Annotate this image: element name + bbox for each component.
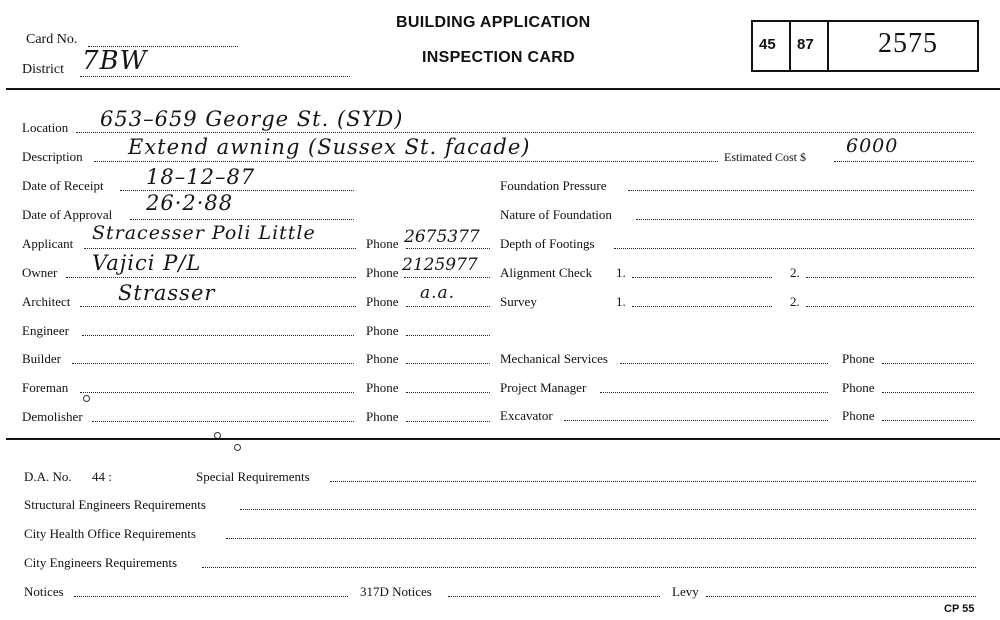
architect-phone-value: a.a. — [420, 283, 456, 303]
mech-services-line — [620, 363, 828, 364]
notices-317d-label: 317D Notices — [360, 584, 432, 599]
builder-phone-line — [406, 363, 490, 364]
applicant-value: Stracesser Poli Little — [92, 222, 316, 244]
excavator-phone-label: Phone — [842, 408, 875, 423]
mech-phone-line — [882, 363, 974, 364]
special-requirements-label: Special Requirements — [196, 469, 310, 484]
structural-requirements-line — [240, 509, 976, 510]
applicant-phone-line — [406, 248, 490, 249]
form-code: CP 55 — [944, 603, 975, 615]
description-value: Extend awning (Sussex St. facade) — [128, 135, 531, 159]
district-value: 7BW — [82, 46, 148, 76]
demolisher-phone-line — [406, 421, 490, 422]
engineer-label: Engineer — [22, 323, 69, 338]
card-no-label: Card No. — [26, 32, 78, 47]
date-approval-line — [130, 219, 354, 220]
notices-line — [74, 596, 348, 597]
description-label: Description — [22, 149, 83, 164]
pm-phone-line — [882, 392, 974, 393]
header-rule — [6, 88, 1000, 90]
pm-phone-label: Phone — [842, 380, 875, 395]
section-rule — [6, 438, 1000, 440]
engineer-phone-line — [406, 335, 490, 336]
date-approval-value: 26·2·88 — [146, 191, 234, 215]
architect-line — [80, 306, 356, 307]
card-number: 2575 — [878, 28, 938, 59]
levy-label: Levy — [672, 584, 699, 599]
description-line — [94, 161, 718, 162]
applicant-phone-value: 2675377 — [404, 227, 480, 247]
survey-1-line — [632, 306, 772, 307]
applicant-line — [84, 248, 356, 249]
excavator-label: Excavator — [500, 408, 553, 423]
health-requirements-line — [226, 538, 976, 539]
levy-line — [706, 596, 976, 597]
alignment-check-label: Alignment Check — [500, 265, 593, 280]
da-no-label: D.A. No. — [24, 469, 72, 484]
foreman-phone-label: Phone — [366, 380, 399, 395]
project-manager-line — [600, 392, 828, 393]
owner-label: Owner — [22, 265, 58, 280]
owner-phone-value: 2125977 — [402, 255, 478, 275]
nature-foundation-label: Nature of Foundation — [500, 207, 612, 222]
foreman-phone-line — [406, 392, 490, 393]
architect-label: Architect — [22, 294, 71, 309]
excavator-line — [564, 420, 828, 421]
engineer-line — [82, 335, 354, 336]
demolisher-label: Demolisher — [22, 409, 83, 424]
demolisher-line — [92, 421, 354, 422]
date-receipt-value: 18–12–87 — [146, 165, 256, 189]
owner-phone-line — [404, 277, 490, 278]
applicant-phone-label: Phone — [366, 236, 399, 251]
survey-2-line — [806, 306, 974, 307]
location-label: Location — [22, 120, 69, 135]
health-requirements-label: City Health Office Requirements — [24, 526, 196, 541]
builder-phone-label: Phone — [366, 351, 399, 366]
da-no-value: 44 : — [92, 469, 112, 484]
estimated-cost-line — [834, 161, 974, 162]
structural-requirements-label: Structural Engineers Requirements — [24, 497, 206, 512]
alignment-check-1-label: 1. — [616, 265, 626, 280]
mech-phone-label: Phone — [842, 351, 875, 366]
mech-services-label: Mechanical Services — [500, 351, 608, 366]
location-value: 653–659 George St. (SYD) — [100, 107, 404, 131]
architect-phone-label: Phone — [366, 294, 399, 309]
location-line — [76, 132, 974, 133]
district-label: District — [22, 62, 64, 77]
estimated-cost-value: 6000 — [846, 135, 899, 157]
project-manager-label: Project Manager — [500, 380, 587, 395]
notices-label: Notices — [24, 584, 64, 599]
alignment-check-2-label: 2. — [790, 265, 800, 280]
date-receipt-label: Date of Receipt — [22, 178, 104, 193]
builder-label: Builder — [22, 351, 61, 366]
engineer-phone-label: Phone — [366, 323, 399, 338]
pen-mark — [234, 444, 241, 451]
survey-label: Survey — [500, 294, 537, 309]
owner-line — [66, 277, 356, 278]
alignment-check-1-line — [632, 277, 772, 278]
estimated-cost-label: Estimated Cost $ — [724, 150, 806, 164]
survey-2-label: 2. — [790, 294, 800, 309]
date-approval-label: Date of Approval — [22, 207, 113, 222]
code-box-b-value: 87 — [797, 36, 814, 53]
city-engineers-requirements-line — [202, 567, 976, 568]
excavator-phone-line — [882, 420, 974, 421]
code-box-a-value: 45 — [759, 36, 776, 53]
special-requirements-line — [330, 481, 976, 482]
title-line2: INSPECTION CARD — [422, 49, 575, 66]
nature-foundation-line — [636, 219, 974, 220]
title-line1: BUILDING APPLICATION — [396, 14, 591, 31]
builder-line — [72, 363, 354, 364]
foundation-pressure-label: Foundation Pressure — [500, 178, 607, 193]
applicant-label: Applicant — [22, 236, 74, 251]
foreman-label: Foreman — [22, 380, 69, 395]
depth-footings-label: Depth of Footings — [500, 236, 595, 251]
demolisher-phone-label: Phone — [366, 409, 399, 424]
depth-footings-line — [614, 248, 974, 249]
alignment-check-2-line — [806, 277, 974, 278]
owner-value: Vajici P/L — [92, 251, 202, 275]
owner-phone-label: Phone — [366, 265, 399, 280]
architect-phone-line — [406, 306, 490, 307]
district-line — [80, 76, 350, 77]
pen-mark — [83, 395, 90, 402]
city-engineers-requirements-label: City Engineers Requirements — [24, 555, 178, 570]
notices-317d-line — [448, 596, 660, 597]
architect-value: Strasser — [118, 281, 216, 305]
foreman-line — [80, 392, 354, 393]
survey-1-label: 1. — [616, 294, 626, 309]
foundation-pressure-line — [628, 190, 974, 191]
